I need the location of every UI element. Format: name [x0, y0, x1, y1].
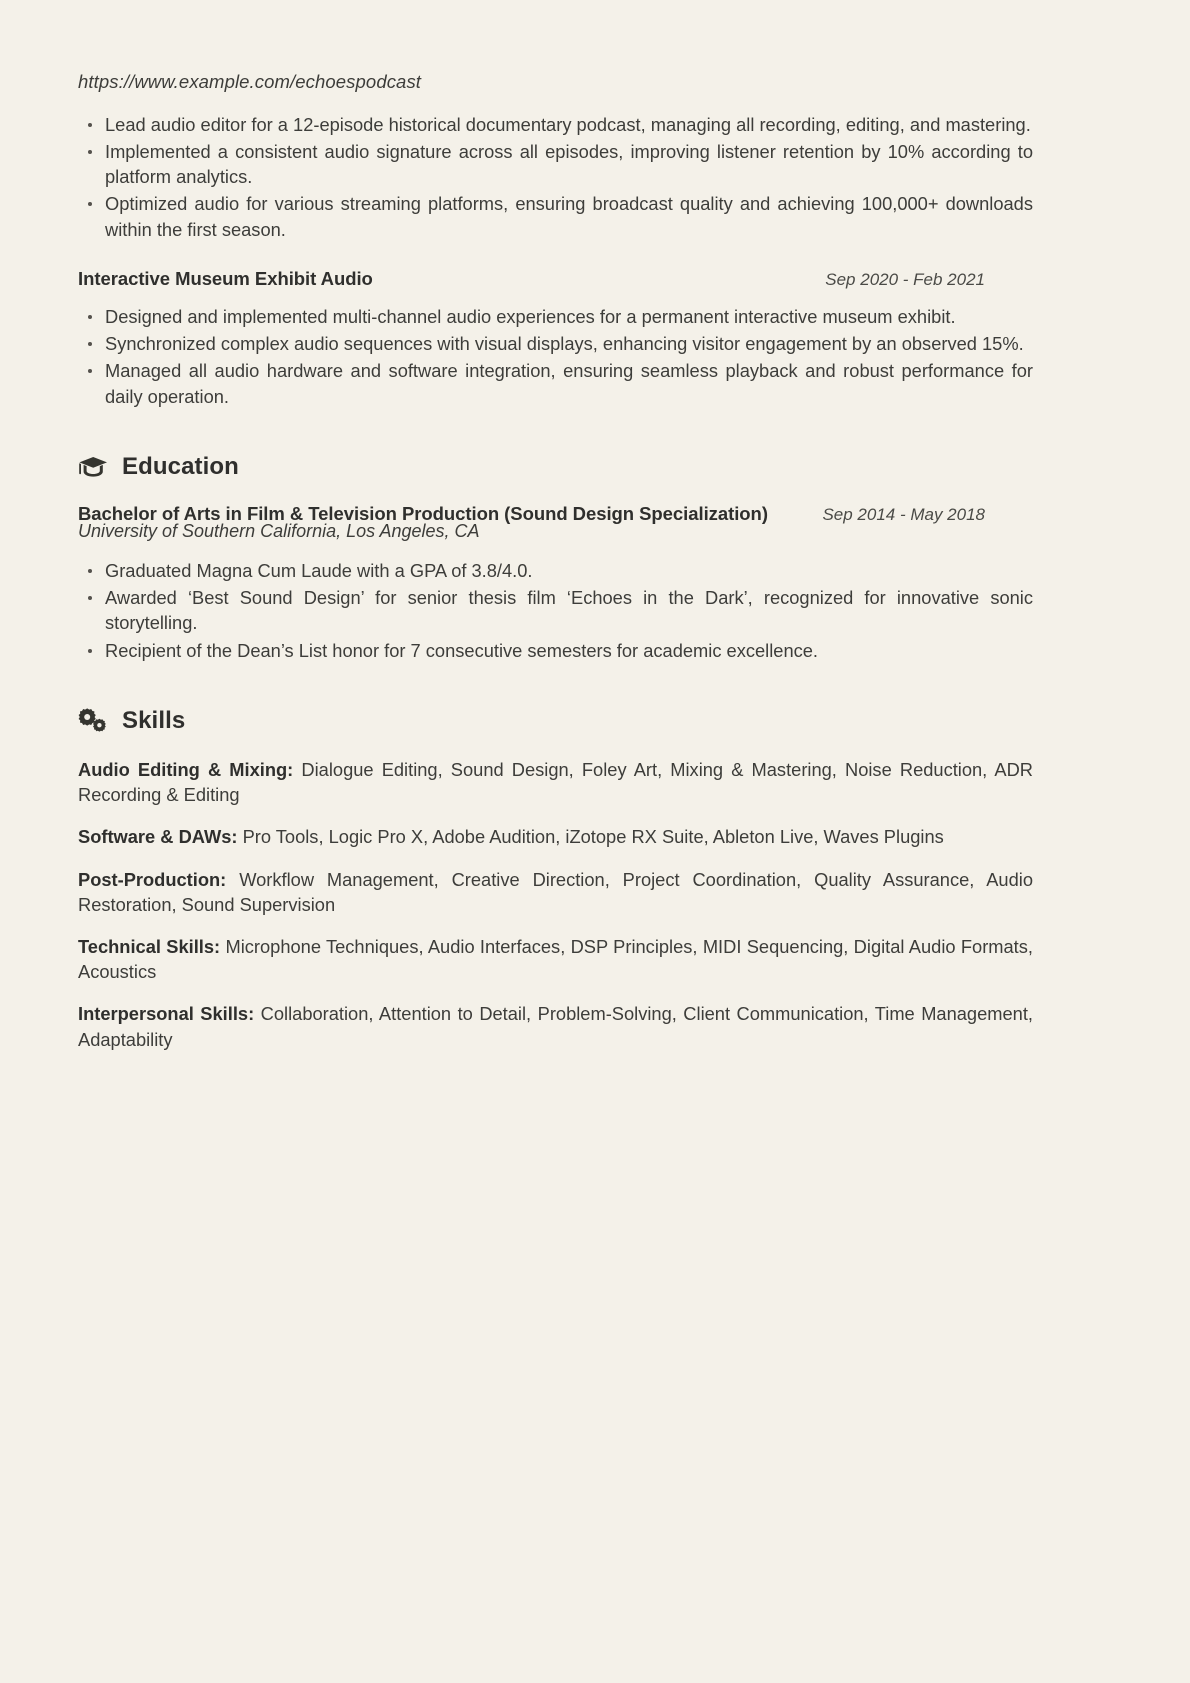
experience-bullet-list-2: [78, 304, 1033, 409]
skill-group: [78, 1001, 1033, 1051]
skill-category-label: Interpersonal Skills:: [78, 1003, 255, 1025]
skill-category-label: Software & DAWs:: [78, 826, 238, 848]
list-item: Optimized audio for various streaming platforms, ensuring broadcast quality and achieving 100,000+ downloads within the first season.: [78, 191, 1033, 241]
education-date: Sep 2014 - May 2018: [822, 504, 985, 524]
section-title-skills: Skills: [122, 706, 186, 734]
list-item: Awarded ‘Best Sound Design’ for senior thesis film ‘Echoes in the Dark’, recognized for innovative sonic storytelling.: [78, 585, 1033, 635]
skill-group: [78, 867, 1033, 917]
gears-icon: [78, 707, 108, 735]
skill-group: [78, 757, 1033, 807]
skill-items: Collaboration, Attention to Detail, Problem-Solving, Client Communication, Time Management, Adaptability: [78, 1003, 1033, 1050]
section-title-education: Education: [122, 452, 239, 480]
section-header-education: [78, 453, 1033, 481]
skill-items: Workflow Management, Creative Direction, Project Coordination, Quality Assurance, Audio Restoration, Sound Supervision: [78, 868, 1033, 915]
education-institution: University of Southern California, Los Angeles, CA: [78, 520, 480, 541]
education-bullet-list: [78, 558, 1033, 663]
list-item: Recipient of the Dean’s List honor for 7 consecutive semesters for academic excellence.: [78, 638, 1033, 663]
list-item: Designed and implemented multi-channel audio experiences for a permanent interactive museum exhibit.: [78, 304, 1033, 329]
resume-content: [78, 68, 1033, 1052]
portfolio-url[interactable]: https://www.example.com/echoespodcast: [78, 71, 422, 92]
education-degree: Bachelor of Arts in Film & Television Production (Sound Design Specialization): [78, 502, 768, 524]
section-header-skills: [78, 707, 1033, 735]
list-item: Lead audio editor for a 12-episode historical documentary podcast, managing all recording, editing, and mastering.: [78, 112, 1033, 137]
skill-category-label: Audio Editing & Mixing:: [78, 758, 294, 780]
skill-items: Microphone Techniques, Audio Interfaces, DSP Principles, MIDI Sequencing, Digital Audio Formats, Acoustics: [78, 935, 1033, 983]
experience-entry-title: Interactive Museum Exhibit Audio: [78, 267, 373, 289]
list-item: Managed all audio hardware and software integration, ensuring seamless playback and robust performance for daily operation.: [78, 358, 1033, 408]
experience-entry-date: Sep 2020 - Feb 2021: [825, 269, 985, 289]
skills-list: [78, 757, 1033, 1052]
skill-group: [78, 934, 1033, 984]
skill-group: [78, 824, 1033, 849]
education-entry: [78, 503, 1033, 663]
skill-category-label: Post-Production:: [78, 868, 227, 890]
list-item: Implemented a consistent audio signature across all episodes, improving listener retention by 10% according to platform analytics.: [78, 139, 1033, 189]
experience-entry-header: [78, 268, 1033, 290]
graduation-cap-icon: [78, 453, 108, 481]
list-item: Synchronized complex audio sequences with visual displays, enhancing visitor engagement by an observed 15%.: [78, 331, 1033, 356]
skill-items: Dialogue Editing, Sound Design, Foley Art, Mixing & Mastering, Noise Reduction, ADR Recording & Editing: [78, 758, 1033, 806]
list-item: Graduated Magna Cum Laude with a GPA of 3.8/4.0.: [78, 558, 1033, 583]
skill-items: Pro Tools, Logic Pro X, Adobe Audition, iZotope RX Suite, Ableton Live, Waves Plugins: [242, 826, 944, 848]
skill-category-label: Technical Skills:: [78, 935, 221, 957]
experience-bullet-list-1: [78, 112, 1033, 242]
